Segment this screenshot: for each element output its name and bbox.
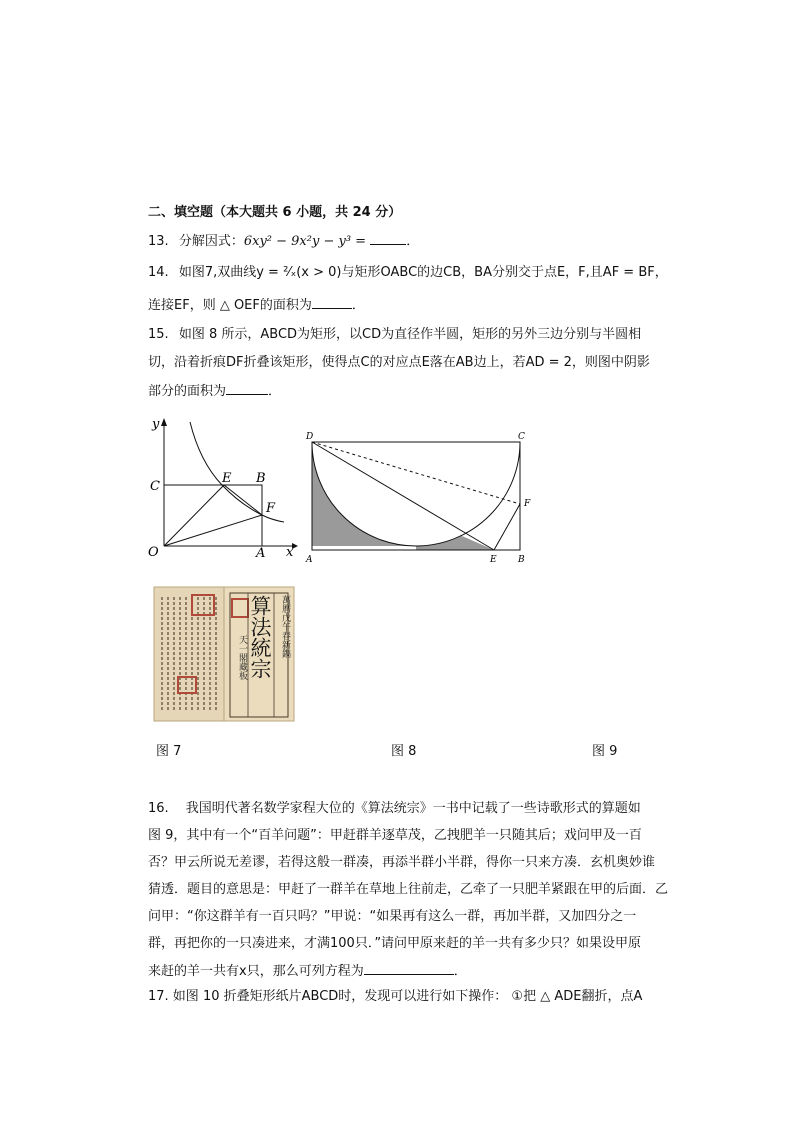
question-text: 分解因式： <box>178 234 244 249</box>
label-y: y <box>152 417 160 432</box>
question-16-line-5: 问甲：“你这群羊有一百只吗？”甲说：“如果再有这么一群，再加半群，又加四分之一 <box>148 909 637 924</box>
answer-blank <box>312 296 352 309</box>
segment-ef <box>494 504 520 550</box>
question-13 <box>148 232 419 251</box>
question-14-line-2 <box>148 296 365 315</box>
label-a: A <box>306 555 313 565</box>
question-16-line-2: 图 9，其中有一个“百羊问题”：甲赶群羊逐草茂，乙拽肥羊一只随其后；戏问甲及一百 <box>148 828 642 843</box>
label-a: A <box>256 546 266 561</box>
question-14-line-1 <box>148 264 668 282</box>
rectangle-oabc <box>164 485 262 546</box>
book-illustration <box>152 585 296 725</box>
caption-figure-7: 图 7 <box>156 744 182 759</box>
caption-figure-8: 图 8 <box>391 744 417 759</box>
segment-ef <box>224 485 262 515</box>
question-text: 部分的面积为 <box>148 384 227 399</box>
question-15-line-2: 切，沿着折痕DF折叠该矩形，使得点C的对应点E落在AB边上，若AD = 2，则图中阴影 <box>148 355 650 370</box>
question-text: 来赶的羊一共有x只，那么可列方程为 <box>148 964 364 979</box>
label-b: B <box>518 555 525 565</box>
answer-blank <box>370 232 406 245</box>
math-expression: 6xy² − 9x²y − y³ = <box>243 234 367 249</box>
question-15-line-3 <box>148 382 281 401</box>
punctuation: ． <box>268 384 282 399</box>
section-heading: 二、填空题（本大题共 6 小题，共 24 分） <box>148 205 402 220</box>
question-15-line-1 <box>148 326 641 344</box>
figure-9-book-image <box>152 585 296 725</box>
label-d: D <box>306 432 314 442</box>
label-f: F <box>266 501 276 516</box>
question-text: 连接EF，则 △ OEF的面积为 <box>148 298 312 313</box>
label-x: x <box>286 545 294 560</box>
answer-blank <box>226 382 268 395</box>
question-number: 13. <box>148 234 169 249</box>
label-e: E <box>222 471 232 486</box>
caption-figure-9: 图 9 <box>592 744 618 759</box>
question-16-line-3: 否？甲云所说无差谬，若得这般一群凑，再添半群小半群，得你一只来方凑．玄机奥妙谁 <box>148 855 656 870</box>
book-side-text: 萬曆戊午春新鐫 <box>280 595 290 658</box>
question-16-line-4: 猜透．题目的意思是：甲赶了一群羊在草地上往前走，乙牵了一只肥羊紧跟在甲的后面．乙 <box>148 882 669 897</box>
question-number: 15. <box>148 327 169 342</box>
figure-7 <box>140 412 300 568</box>
label-o: O <box>148 545 159 560</box>
label-b: B <box>256 471 266 486</box>
question-16-line-6: 群，再把你的一只凑进来，才满100只．”请问甲原来赶的羊一共有多少只？如果设甲原 <box>148 936 642 951</box>
book-side-text-2: 天一閣藏板 <box>237 635 247 680</box>
answer-blank <box>364 962 454 975</box>
fold-line-df <box>312 442 520 504</box>
question-16-line-7 <box>148 962 467 981</box>
punctuation: ． <box>453 964 467 979</box>
question-17-line-1: 17. 如图 10 折叠矩形纸片ABCD时，发现可以进行如下操作： ①把 △ ADE翻折，点A <box>148 989 643 1004</box>
label-e: E <box>490 555 497 565</box>
question-number: 14. <box>148 265 169 280</box>
label-f: F <box>524 499 531 509</box>
figure-8 <box>302 428 542 568</box>
punctuation: ． <box>351 298 365 313</box>
y-axis-arrow-icon <box>161 418 167 426</box>
book-title: 算法統宗 <box>248 595 272 679</box>
punctuation: ． <box>406 234 420 249</box>
question-16-line-1: 16. 我国明代著名数学家程大位的《算法统宗》一书中记载了一些诗歌形式的算题如 <box>148 801 641 816</box>
question-text: 如图7,双曲线y = ²⁄ₓ(x > 0)与矩形OABC的边CB，BA分别交于点E，F,且AF = BF， <box>178 265 668 280</box>
label-c: C <box>518 432 525 442</box>
label-c: C <box>150 479 160 494</box>
question-text: 如图 8 所示，ABCD为矩形，以CD为直径作半圆，矩形的另外三边分别与半圆相 <box>178 327 642 342</box>
